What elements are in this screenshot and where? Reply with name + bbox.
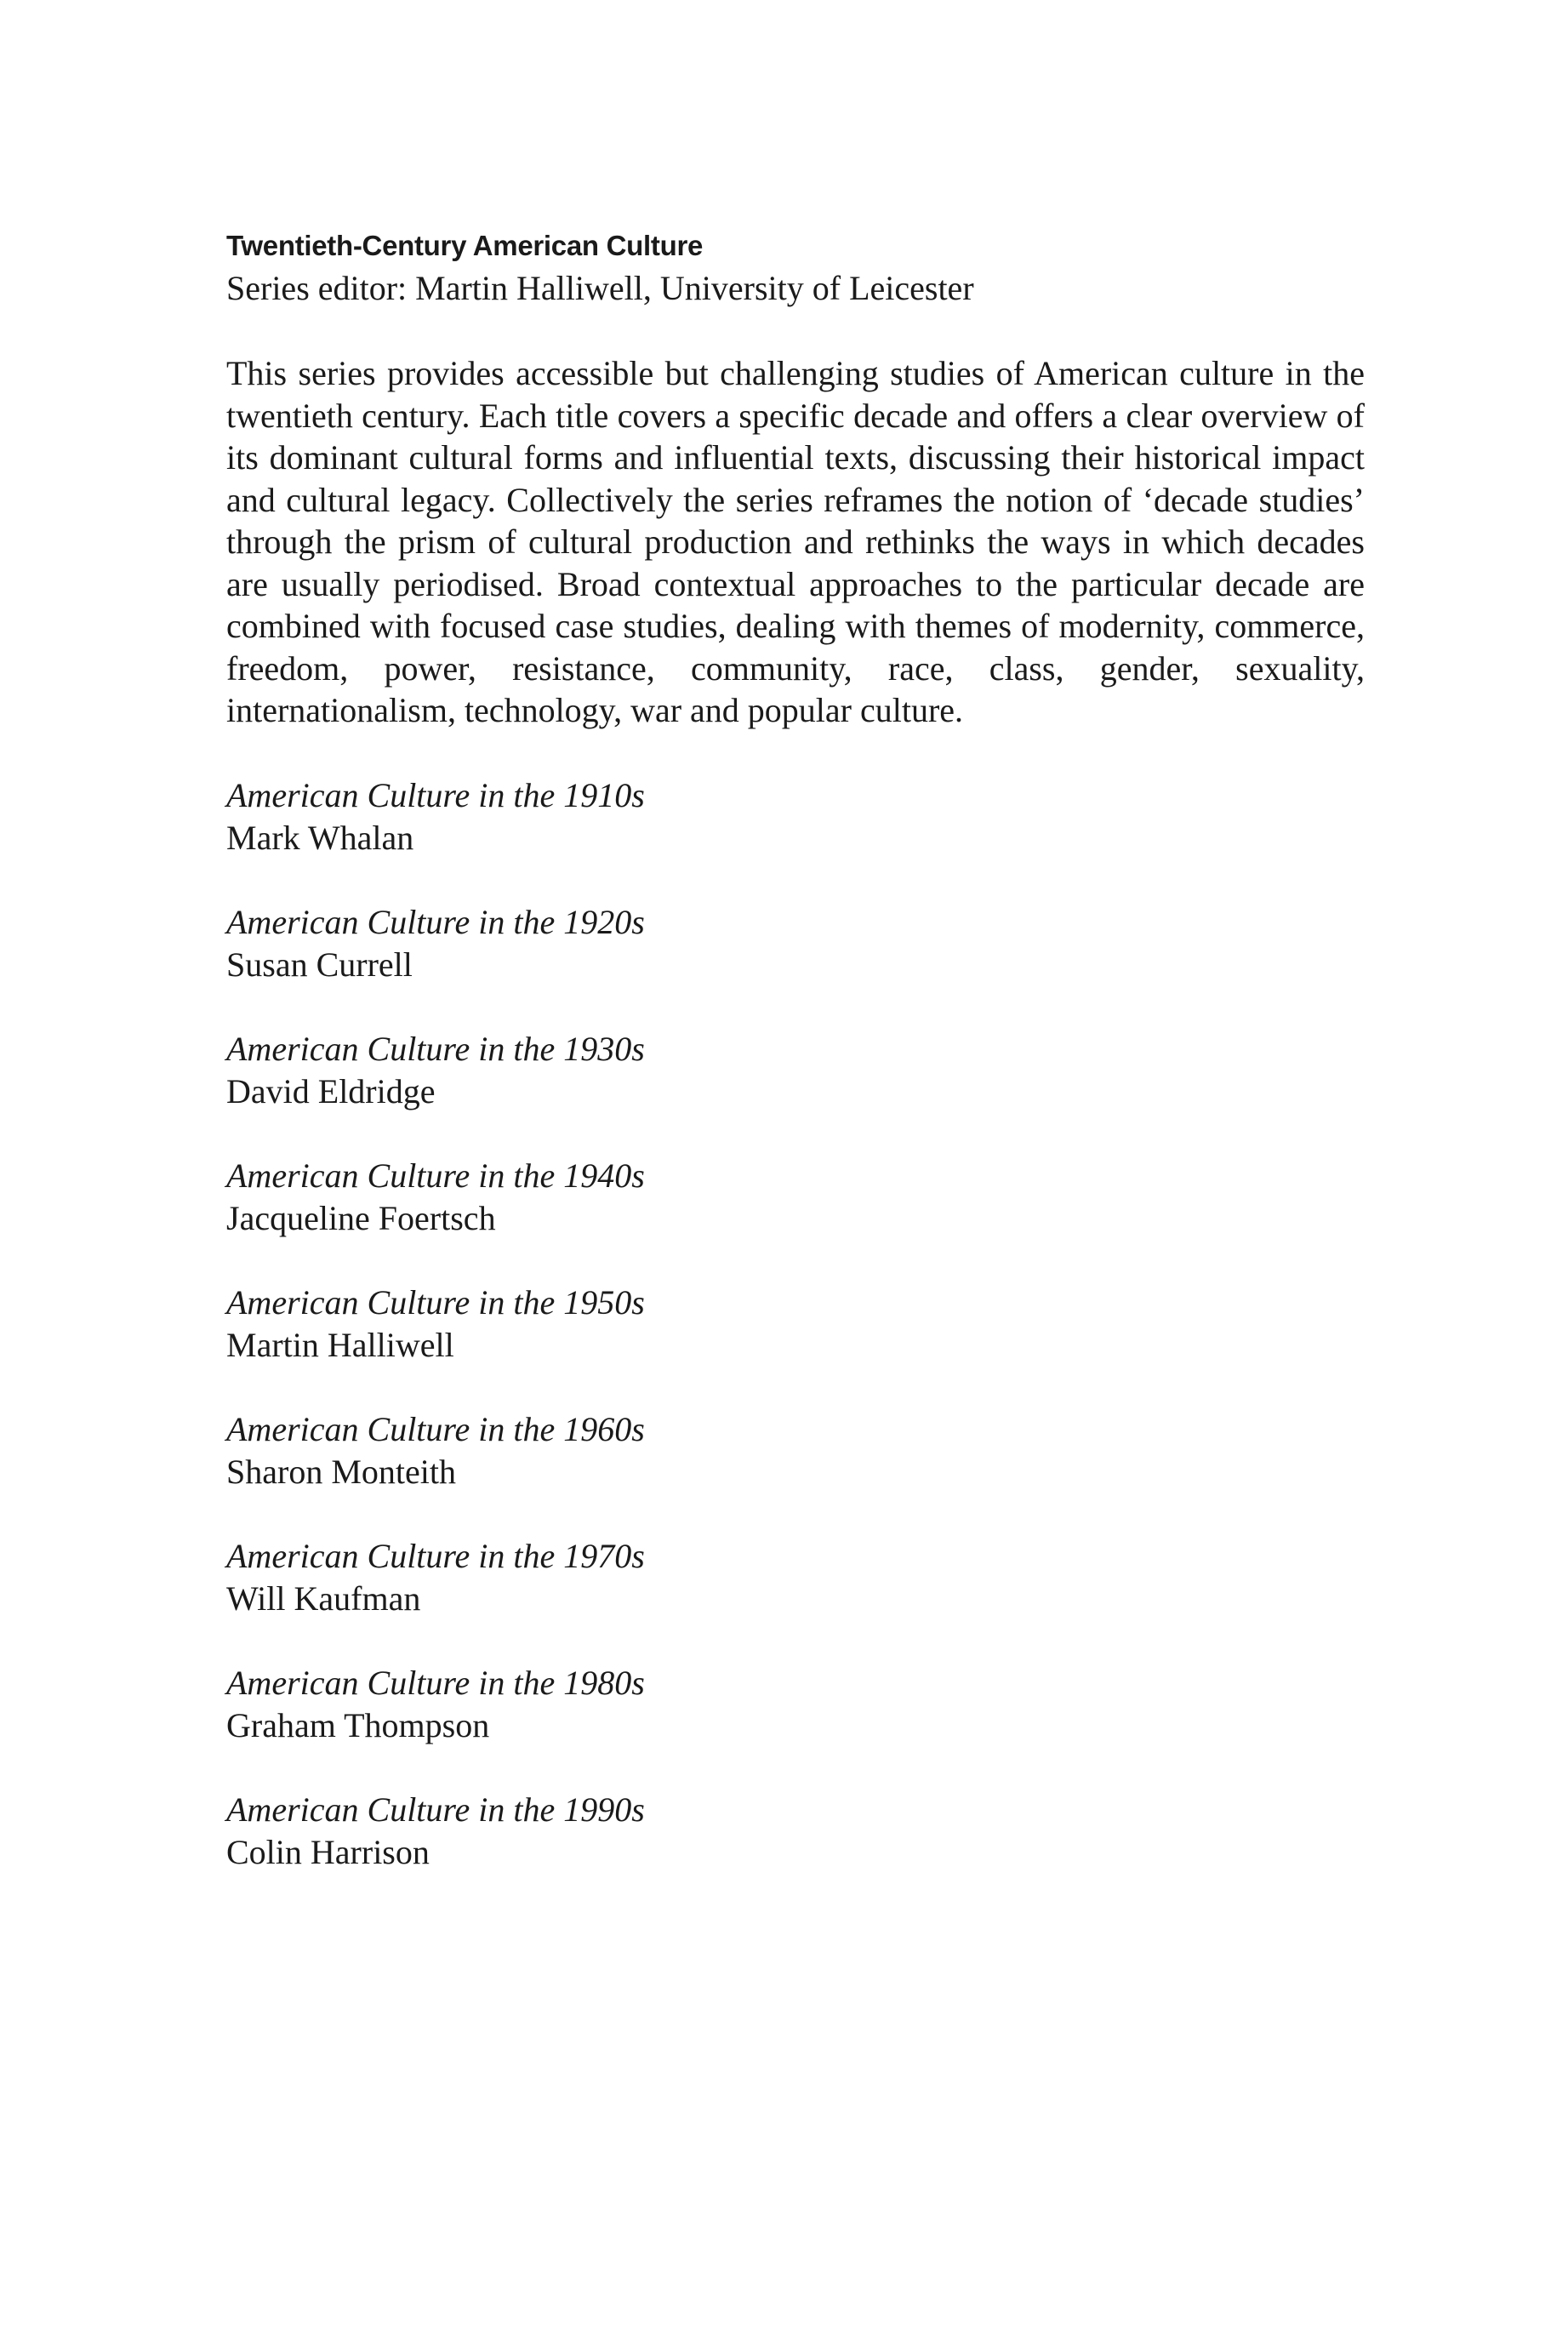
- book-author: Will Kaufman: [226, 1578, 421, 1618]
- book-list: [226, 774, 1365, 1874]
- book-author: David Eldridge: [226, 1071, 436, 1110]
- book-entry: [226, 1028, 1365, 1113]
- series-page-content: [226, 225, 1365, 1915]
- book-entry: [226, 1408, 1365, 1493]
- book-author: Sharon Monteith: [226, 1452, 456, 1491]
- book-title: American Culture in the 1910s: [226, 775, 645, 814]
- book-author: Martin Halliwell: [226, 1325, 454, 1364]
- book-author: Jacqueline Foertsch: [226, 1198, 496, 1237]
- book-title: American Culture in the 1980s: [226, 1663, 645, 1702]
- book-entry: [226, 1789, 1365, 1874]
- series-description: This series provides accessible but challenging studies of American culture in the twentieth century. Each title covers a specific decade and offers a clear overview of its dominant cultural forms and influential texts, discussing their historical impact and cultural legacy. Collectively the series reframes the notion of ‘decade studies’ through the prism of cultural production and rethinks the ways in which decades are usually periodised. Broad contextual approaches to the particular decade are combined with focused case studies, dealing with themes of modernity, commerce, freedom, power, resistance, community, race, class, gender, sexuality, internationalism, technology, war and popular culture.: [226, 354, 1365, 729]
- book-entry: [226, 1535, 1365, 1620]
- book-author: Susan Currell: [226, 945, 413, 984]
- book-entry: [226, 1662, 1365, 1747]
- book-title: American Culture in the 1920s: [226, 902, 645, 941]
- book-title: American Culture in the 1930s: [226, 1029, 645, 1068]
- book-entry: [226, 901, 1365, 986]
- book-entry: [226, 774, 1365, 859]
- book-author: Colin Harrison: [226, 1832, 430, 1871]
- book-title: American Culture in the 1940s: [226, 1156, 645, 1195]
- book-entry: [226, 1155, 1365, 1240]
- book-title: American Culture in the 1950s: [226, 1282, 645, 1322]
- book-author: Graham Thompson: [226, 1705, 490, 1744]
- book-title: American Culture in the 1990s: [226, 1790, 645, 1829]
- book-author: Mark Whalan: [226, 818, 414, 857]
- series-editor: Series editor: Martin Halliwell, University of Leicester: [226, 269, 974, 307]
- book-entry: [226, 1282, 1365, 1367]
- book-title: American Culture in the 1960s: [226, 1409, 645, 1448]
- book-title: American Culture in the 1970s: [226, 1536, 645, 1575]
- series-title: Twentieth-Century American Culture: [226, 230, 704, 261]
